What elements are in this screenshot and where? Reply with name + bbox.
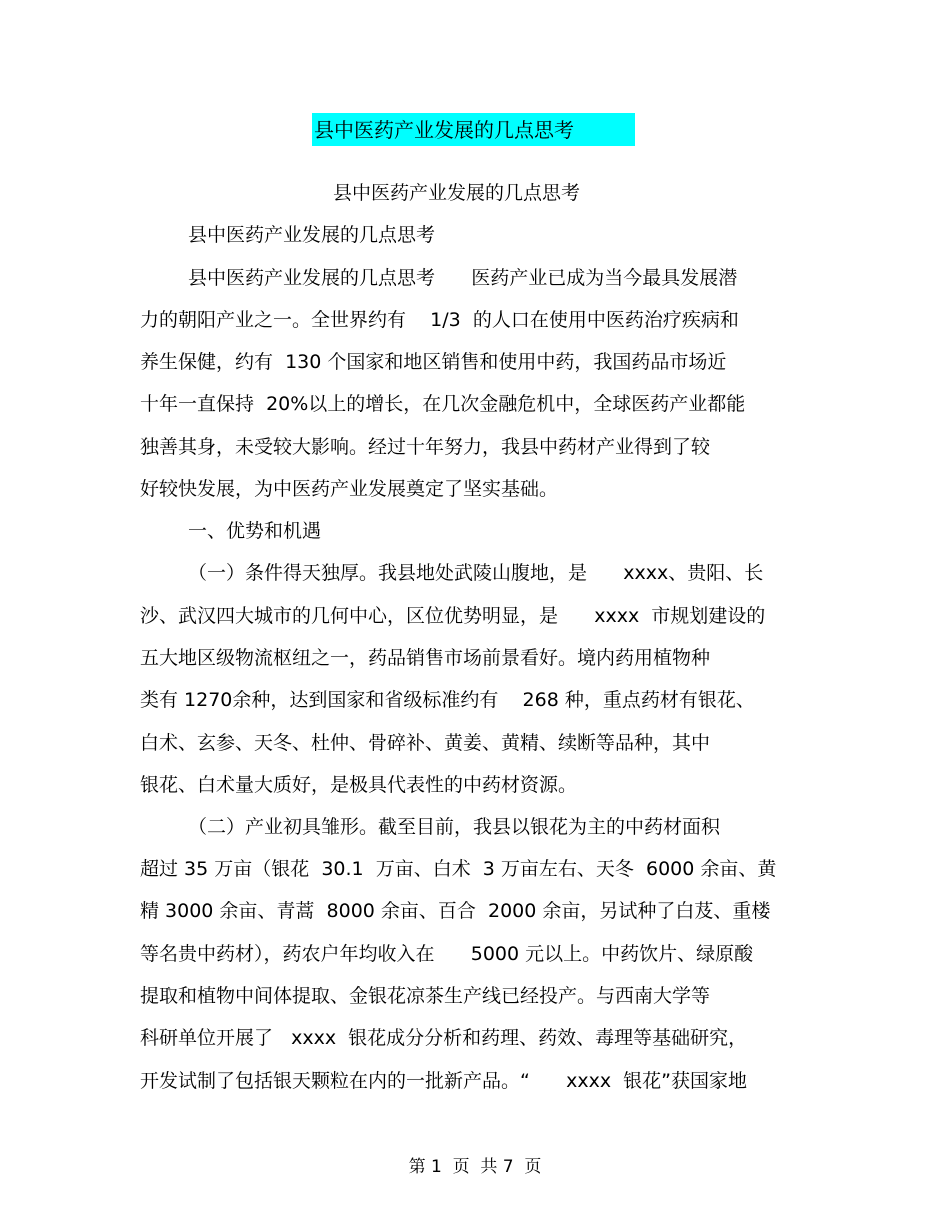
subtitle: 县中医药产业发展的几点思考 bbox=[333, 182, 581, 204]
paragraph-line: 县中医药产业发展的几点思考 医药产业已成为当今最具发展潜 bbox=[188, 267, 738, 289]
paragraph-line: 开发试制了包括银天颗粒在内的一批新产品。“ xxxx 银花”获国家地 bbox=[140, 1070, 747, 1092]
paragraph-line: 十年一直保持 20%以上的增长，在几次金融危机中，全球医药产业都能 bbox=[140, 393, 746, 415]
paragraph-line: （二）产业初具雏形。截至目前，我县以银花为主的中药材面积 bbox=[188, 816, 721, 838]
paragraph-line: 县中医药产业发展的几点思考 bbox=[188, 224, 436, 246]
page-title: 县中医药产业发展的几点思考 bbox=[314, 118, 574, 142]
paragraph-line: 独善其身，未受较大影响。经过十年努力，我县中药材产业得到了较 bbox=[140, 436, 711, 458]
paragraph-line: 沙、武汉四大城市的几何中心，区位优势明显，是 xxxx 市规划建设的 bbox=[140, 605, 766, 627]
paragraph-line: 提取和植物中间体提取、金银花凉茶生产线已经投产。与西南大学等 bbox=[140, 985, 711, 1007]
paragraph-line: 好较快发展，为中医药产业发展奠定了坚实基础。 bbox=[140, 478, 559, 500]
paragraph-line: 白术、玄参、天冬、杜仲、骨碎补、黄姜、黄精、续断等品种，其中 bbox=[140, 732, 711, 754]
paragraph-line: 科研单位开展了 xxxx 银花成分分析和药理、药效、毒理等基础研究， bbox=[140, 1027, 748, 1049]
paragraph-line: 银花、白术量大质好，是极具代表性的中药材资源。 bbox=[140, 774, 578, 796]
section-heading: 一、优势和机遇 bbox=[188, 520, 322, 542]
paragraph-line: 养生保健，约有 130 个国家和地区销售和使用中药，我国药品市场近 bbox=[140, 351, 727, 373]
paragraph-line: 精 3000 余亩、青蒿 8000 余亩、百合 2000 余亩，另试种了白芨、重楼 bbox=[140, 900, 771, 922]
paragraph-line: 等名贵中药材），药农户年均收入在 5000 元以上。中药饮片、绿原酸 bbox=[140, 943, 754, 965]
paragraph-line: 力的朝阳产业之一。全世界约有 1/3 的人口在使用中医药治疗疾病和 bbox=[140, 309, 739, 331]
paragraph-line: 超过 35 万亩（银花 30.1 万亩、白术 3 万亩左右、天冬 6000 余亩、黄 bbox=[140, 858, 777, 880]
paragraph-line: 类有 1270余种，达到国家和省级标准约有 268 种，重点药材有银花、 bbox=[140, 689, 755, 711]
paragraph-line: （一）条件得天独厚。我县地处武陵山腹地，是 xxxx、贵阳、长 bbox=[188, 562, 764, 584]
page-number: 第 1 页 共 7 页 bbox=[408, 1157, 542, 1177]
paragraph-line: 五大地区级物流枢纽之一，药品销售市场前景看好。境内药用植物种 bbox=[140, 647, 711, 669]
